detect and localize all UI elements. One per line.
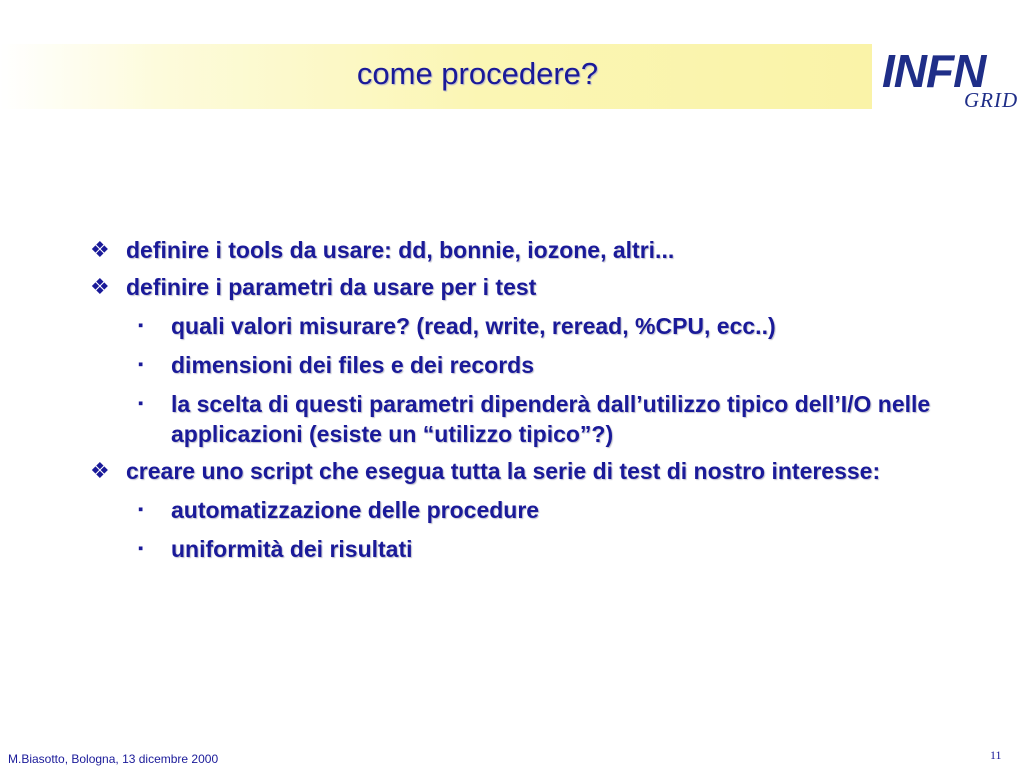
sub-bullet-text: uniformità dei risultati [171, 536, 413, 562]
sub-bullet-item [88, 534, 948, 564]
sub-bullet-text: quali valori misurare? (read, write, reread, %CPU, ecc..) [171, 313, 776, 339]
bullet-text: creare uno script che esegua tutta la serie di test di nostro interesse: [126, 458, 881, 484]
bullet-text: definire i tools da usare: dd, bonnie, iozone, altri... [126, 237, 675, 263]
sub-bullet-item [88, 495, 948, 525]
infn-grid-logo [874, 44, 1024, 114]
sub-bullet-text: dimensioni dei files e dei records [171, 352, 535, 378]
bullet-list [88, 228, 948, 564]
page-number: 11 [990, 748, 1002, 762]
logo-infn-text: INFN [882, 45, 986, 97]
square-bullet-icon: ▪ [138, 317, 144, 334]
square-bullet-icon: ▪ [138, 501, 144, 518]
sub-bullet-text: automatizzazione delle procedure [171, 497, 540, 523]
square-bullet-icon: ▪ [138, 395, 144, 412]
sub-bullet-text: la scelta di questi parametri dipenderà dall’utilizzo tipico dell’I/O nelle applicazioni (esiste un “utilizzo tipico”?) [171, 391, 931, 447]
square-bullet-icon: ▪ [138, 540, 144, 557]
slide-title: come procedere? [356, 56, 599, 91]
footer-author-date: M.Biasotto, Bologna, 13 dicembre 2000 [8, 752, 219, 766]
logo-grid-text: GRID [964, 88, 1019, 112]
bullet-text: definire i parametri da usare per i test [126, 274, 537, 300]
diamond-bullet-icon: ❖ [90, 458, 110, 483]
diamond-bullet-icon: ❖ [90, 237, 110, 262]
bullet-item [88, 456, 948, 486]
sub-bullet-item [88, 350, 948, 380]
sub-bullet-item [88, 311, 948, 341]
diamond-bullet-icon: ❖ [90, 274, 110, 299]
square-bullet-icon: ▪ [138, 356, 144, 373]
bullet-item [88, 235, 948, 265]
sub-bullet-item [88, 389, 948, 449]
bullet-item [88, 272, 948, 302]
